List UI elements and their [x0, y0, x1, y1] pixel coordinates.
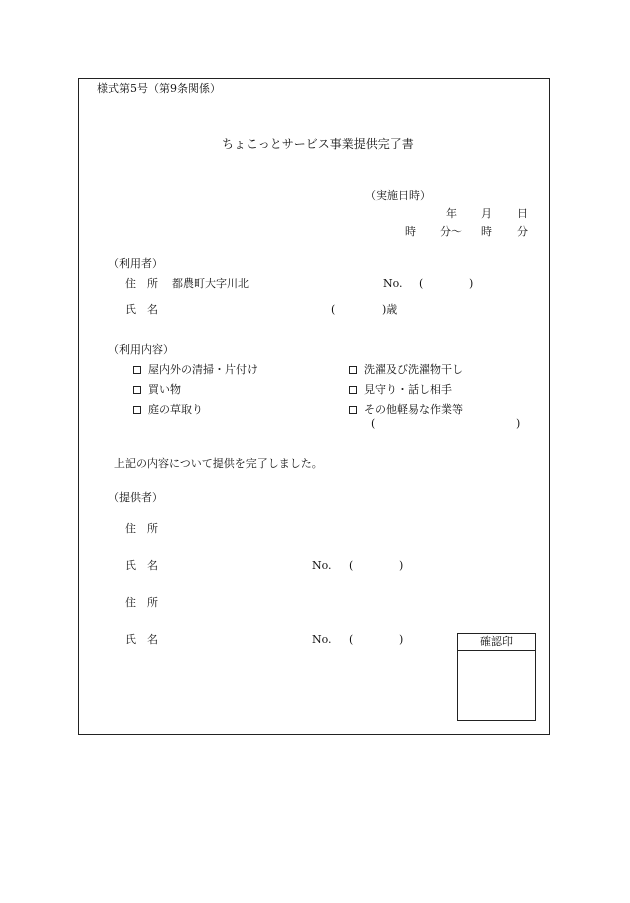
minute-end-label: 分 — [517, 225, 528, 238]
provider-name-label-1: 氏 名 — [125, 559, 158, 572]
provider-address-label-1: 住 所 — [125, 522, 158, 535]
user-name-label: 氏 名 — [125, 303, 158, 316]
user-no-paren-open: ( — [419, 277, 424, 290]
hour-start-label: 時 — [405, 225, 416, 238]
user-no-label: No. — [383, 277, 403, 290]
stamp-label: 確認印 — [458, 634, 535, 651]
checkbox-icon — [133, 406, 141, 414]
user-address-label: 住 所 — [125, 277, 158, 290]
service-checkbox-cleaning[interactable]: 屋内外の清掃・片付け — [133, 364, 258, 375]
user-age-suffix: )歳 — [382, 303, 398, 316]
implementation-label: （実施日時） — [365, 189, 431, 202]
checkbox-icon — [133, 386, 141, 394]
other-paren-open: ( — [371, 417, 376, 430]
provider-no-paren-open-1: ( — [349, 559, 354, 572]
service-checkbox-shopping[interactable]: 買い物 — [133, 384, 181, 395]
hour-end-label: 時 — [481, 225, 492, 238]
checkbox-icon — [349, 366, 357, 374]
year-label: 年 — [446, 207, 457, 220]
service-checkbox-weeding[interactable]: 庭の草取り — [133, 404, 203, 415]
user-age-paren-open: ( — [331, 303, 336, 316]
service-checkbox-watching[interactable]: 見守り・話し相手 — [349, 384, 452, 395]
service-checkbox-other[interactable]: その他軽易な作業等 — [349, 404, 463, 415]
form-number: 様式第5号（第9条関係） — [97, 82, 221, 95]
other-paren-close: ) — [516, 417, 521, 430]
provider-no-paren-close-1: ) — [399, 559, 404, 572]
provider-no-label-2: No. — [312, 633, 332, 646]
day-label: 日 — [517, 207, 528, 220]
user-no-paren-close: ) — [469, 277, 474, 290]
checkbox-icon — [349, 386, 357, 394]
service-checkbox-laundry[interactable]: 洗濯及び洗濯物干し — [349, 364, 463, 375]
provider-no-label-1: No. — [312, 559, 332, 572]
provider-address-label-2: 住 所 — [125, 596, 158, 609]
services-section-label: （利用内容） — [108, 343, 174, 356]
checkbox-icon — [349, 406, 357, 414]
provider-section-label: （提供者） — [108, 491, 163, 504]
minute-start-label: 分～ — [440, 225, 462, 238]
checkbox-icon — [133, 366, 141, 374]
month-label: 月 — [481, 207, 492, 220]
user-address-value: 都農町大字川北 — [172, 277, 249, 290]
provider-no-paren-open-2: ( — [349, 633, 354, 646]
confirmation-stamp-box — [457, 633, 536, 721]
completion-statement: 上記の内容について提供を完了しました。 — [114, 457, 323, 470]
form-title: ちょこっとサービス事業提供完了書 — [222, 137, 414, 151]
user-section-label: （利用者） — [108, 257, 163, 270]
provider-name-label-2: 氏 名 — [125, 633, 158, 646]
provider-no-paren-close-2: ) — [399, 633, 404, 646]
